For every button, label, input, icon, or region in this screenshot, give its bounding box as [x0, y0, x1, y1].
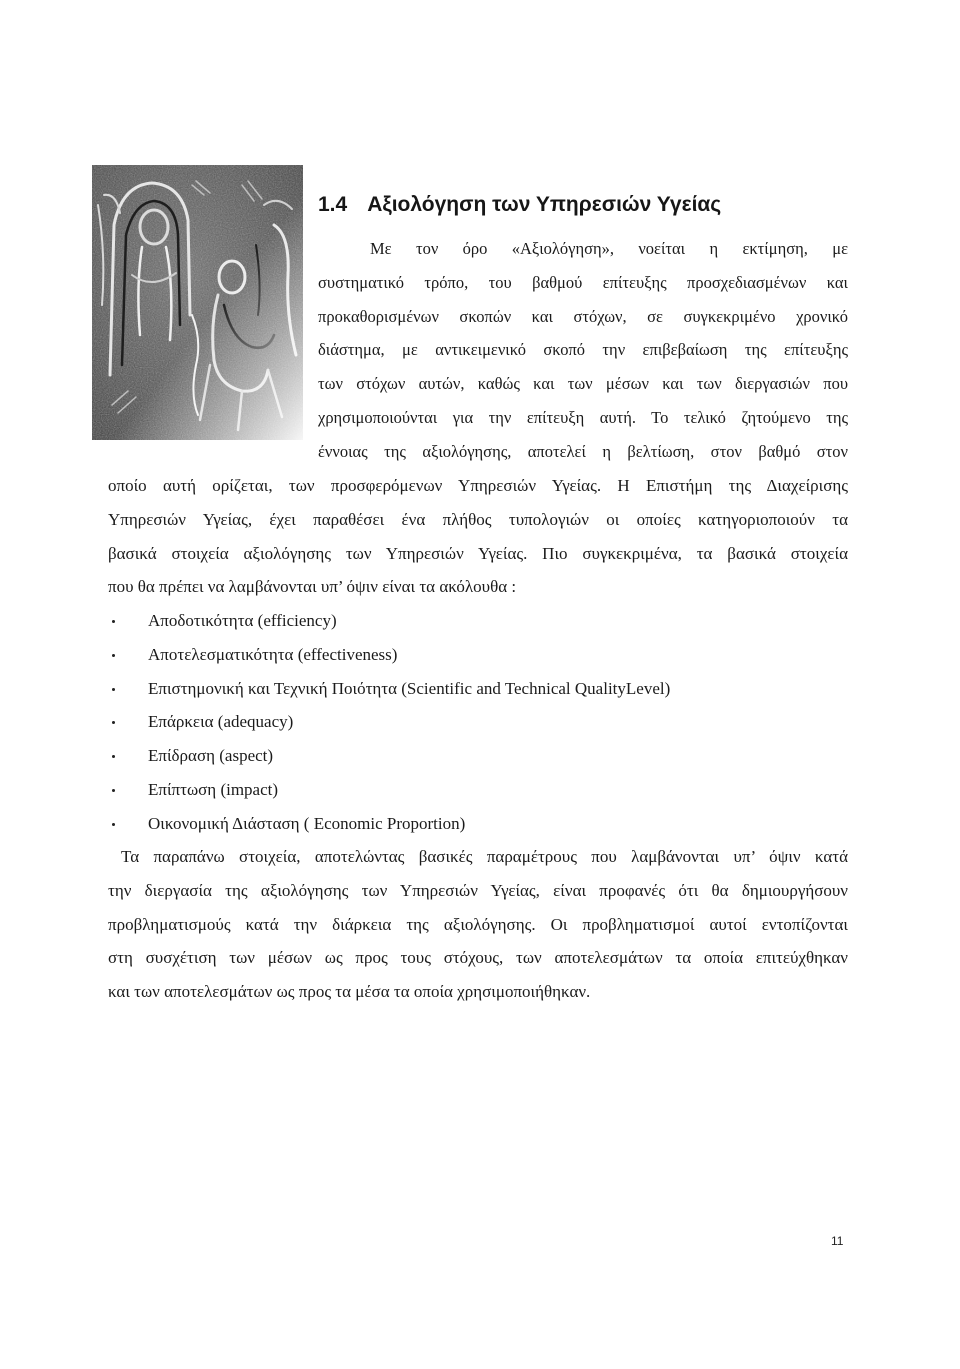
list-item-text: Επίδραση (aspect)	[148, 746, 274, 766]
section-title: Αξιολόγηση των Υπηρεσιών Υγείας	[367, 193, 722, 216]
list-item-text: Επάρκεια (adequacy)	[148, 712, 294, 732]
paragraph-line: χρησιμοποιούνται για την επίτευξη αυτή. Το τελικό ζητούμενο της	[318, 407, 848, 427]
bullet-icon	[112, 620, 115, 623]
paragraph-line: έννοιας της αξιολόγησης, αποτελεί η βελτίωση, στον βαθμό στον	[318, 441, 848, 461]
bullet-icon	[112, 688, 115, 691]
paragraph-line: και των αποτελεσμάτων ως προς τα μέσα τα οποία χρησιμοποιήθηκαν.	[108, 982, 591, 1002]
bullet-icon	[112, 755, 115, 758]
paragraph-line: Τα παραπάνω στοιχεία, αποτελώντας βασικές παραμέτρους που λαμβάνονται υπ’ όψιν κατά	[121, 847, 848, 866]
body-paragraph	[108, 469, 848, 604]
list-item-text: Επιστημονική και Τεχνική Ποιότητα (Scientific and Technical QualityLevel)	[148, 678, 671, 698]
closing-paragraph	[108, 840, 848, 1009]
page-number: 11	[831, 1234, 844, 1248]
list-item	[108, 773, 848, 807]
paragraph-line: των στόχων αυτών, καθώς και των μέσων και των διεργασιών που	[318, 374, 848, 394]
relief-fade	[92, 165, 303, 440]
list-item	[108, 672, 848, 706]
intro-paragraph	[318, 232, 848, 469]
paragraph-line: συστηματικό τρόπο, του βαθμού επίτευξης προσχεδιασμένων και	[318, 272, 848, 292]
list-item	[108, 739, 848, 773]
list-item-text: Επίπτωση (impact)	[148, 779, 279, 799]
paragraph-line: διάστημα, με αντικειμενικό σκοπό την επιβεβαίωση της επίτευξης	[318, 340, 848, 360]
bullet-icon	[112, 823, 115, 826]
bullet-icon	[112, 789, 115, 792]
list-item	[108, 807, 848, 841]
list-item	[108, 638, 848, 672]
paragraph-line: που θα πρέπει να λαμβάνονται υπ’ όψιν είναι τα ακόλουθα :	[108, 577, 517, 597]
bullet-icon	[112, 721, 115, 724]
paragraph-line: οποίο αυτή ορίζεται, των προσφερόμενων Υπηρεσιών Υγείας. Η Επιστήμη της Διαχείρισης	[108, 476, 848, 495]
paragraph-line: Με τον όρο «Αξιολόγηση», νοείται η εκτίμηση, με	[370, 239, 848, 258]
list-item-text: Αποτελεσματικότητα (effectiveness)	[148, 644, 398, 664]
paragraph-line: την διεργασία της αξιολόγησης των Υπηρεσιών Υγείας, είναι προφανές ότι θα δημιουργήσουν	[108, 880, 848, 900]
section-heading	[318, 192, 721, 218]
paragraph-line: Υπηρεσιών Υγείας, έχει παραθέσει ένα πλήθος τυπολογιών οι οποίες κατηγοριοποιούν τα	[108, 509, 848, 529]
list-item	[108, 705, 848, 739]
list-item-text: Οικονομική Διάσταση ( Economic Proportion)	[148, 813, 466, 833]
list-item-text: Αποδοτικότητα (efficiency)	[148, 611, 337, 630]
paragraph-line: προβληματισμούς κατά την διάρκεια της αξιολόγησης. Οι προβληματισμοί αυτοί εντοπίζονται	[108, 914, 848, 934]
evaluation-criteria-list	[108, 604, 848, 841]
list-item	[108, 604, 848, 638]
bullet-icon	[112, 654, 115, 657]
paragraph-line: στη συσχέτιση των μέσων ως προς τους στόχους, των αποτελεσμάτων τα οποία επιτεύχθηκαν	[108, 948, 848, 968]
paragraph-line: προκαθορισμένων σκοπών και στόχων, σε συγκεκριμένο χρονικό	[318, 306, 848, 326]
section-number: 1.4	[318, 193, 348, 216]
paragraph-line: βασικά στοιχεία αξιολόγησης των Υπηρεσιών Υγείας. Πιο συγκεκριμένα, τα βασικά στοιχεία	[108, 543, 848, 563]
relief-illustration	[92, 165, 303, 440]
